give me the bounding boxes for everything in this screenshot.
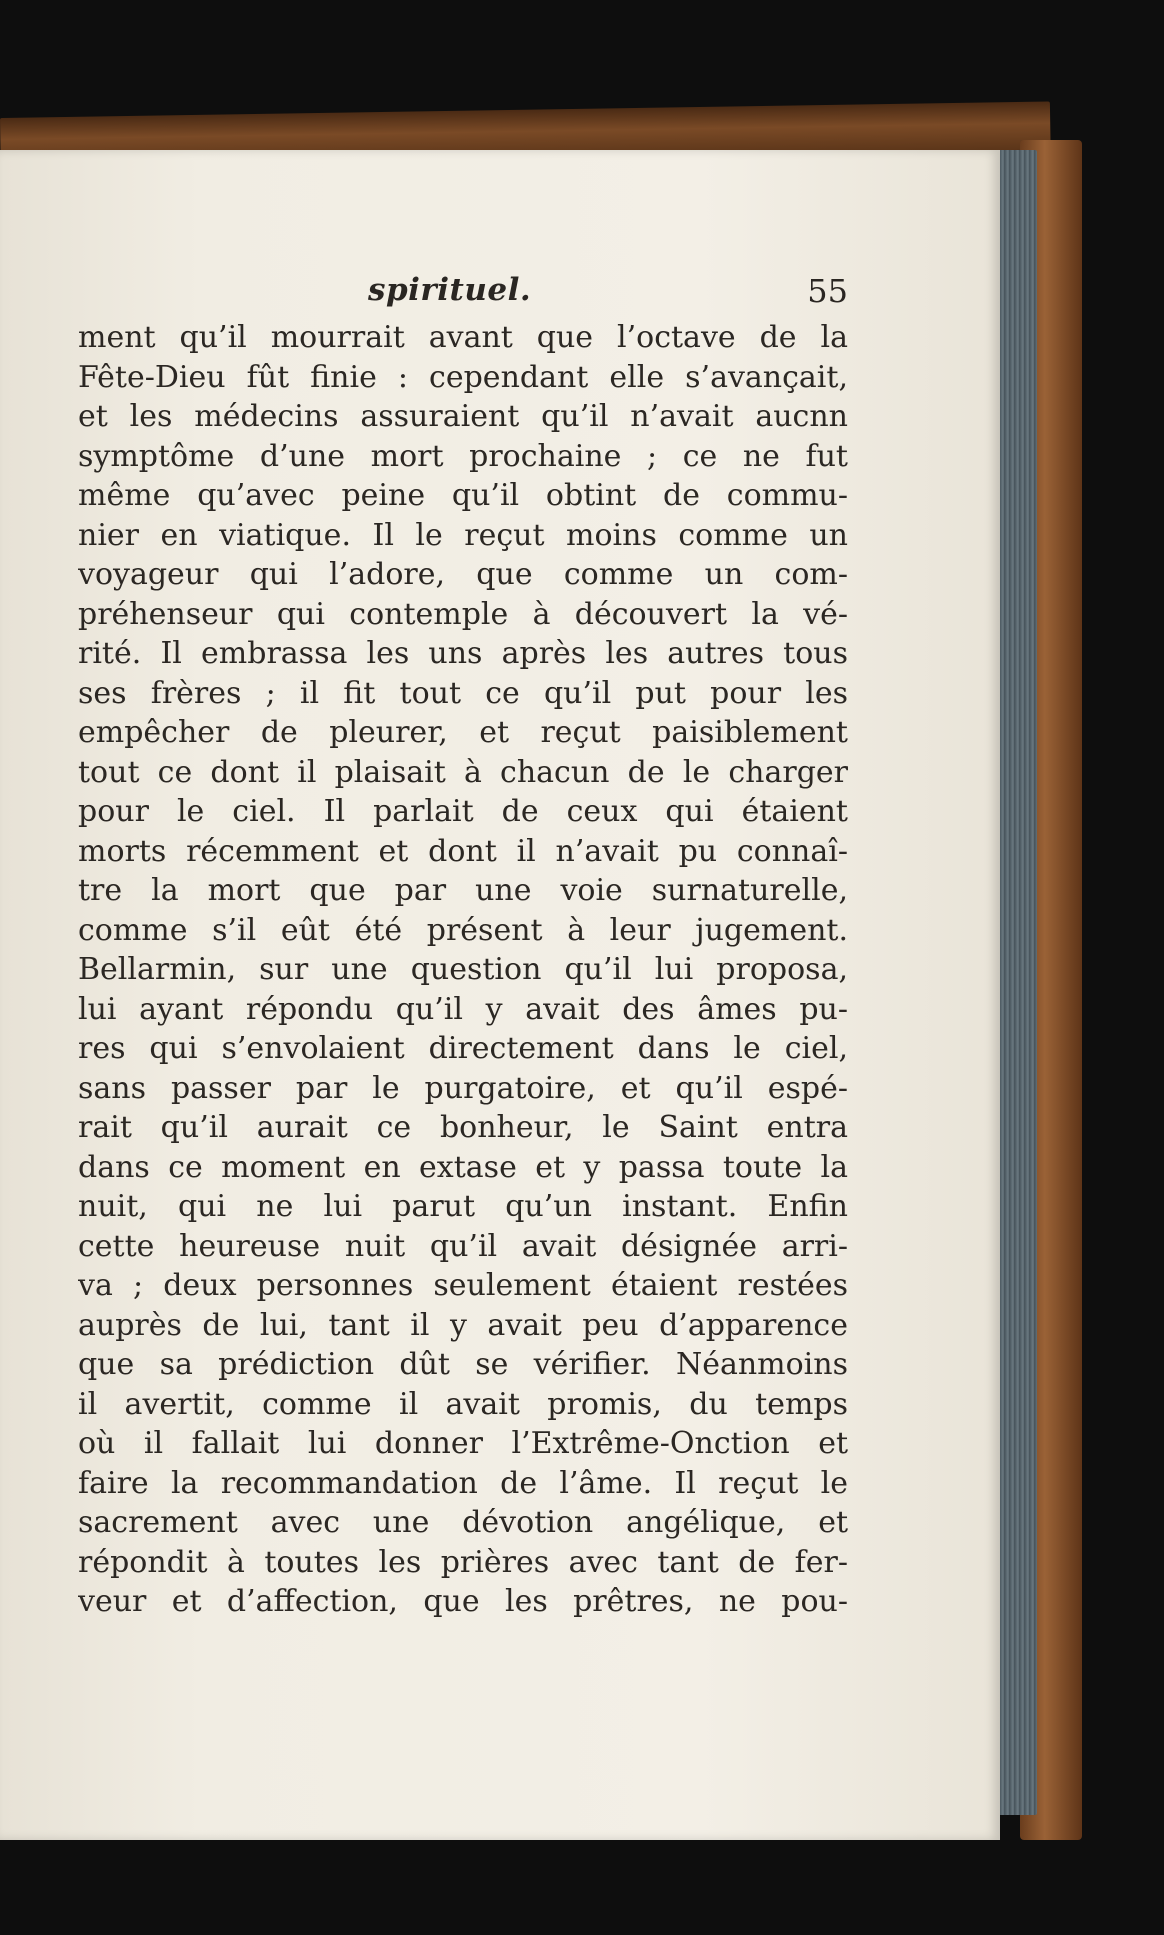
- text-line: voyageur qui l’adore, que comme un com-: [78, 557, 848, 592]
- text-line: sans passer par le purgatoire, et qu’il espé-: [78, 1070, 848, 1106]
- text-line: cette heureuse nuit qu’il avait désignée arri-: [78, 1228, 848, 1264]
- text-line: tre la mort que par une voie surnaturelle,: [78, 873, 848, 908]
- page-header: [78, 272, 848, 316]
- text-line: empêcher de pleurer, et reçut paisiblement: [78, 715, 848, 750]
- text-line: nuit, qui ne lui parut qu’un instant. Enfin: [78, 1189, 848, 1224]
- text-line: il avertit, comme il avait promis, du temps: [78, 1386, 848, 1422]
- page-number: 55: [807, 272, 848, 310]
- text-line: rait qu’il aurait ce bonheur, le Saint entra: [78, 1110, 848, 1145]
- running-head: spirituel.: [368, 272, 532, 308]
- text-line: préhenseur qui contemple à découvert la vé-: [78, 596, 848, 632]
- text-line: ses frères ; il fit tout ce qu’il put pour les: [78, 675, 848, 711]
- page-fore-edge: [995, 150, 1037, 1815]
- text-line: va ; deux personnes seulement étaient restées: [78, 1268, 848, 1303]
- text-line: veur et d’affection, que les prêtres, ne pou-: [78, 1584, 848, 1619]
- text-line: nier en viatique. Il le reçut moins comme un: [78, 517, 848, 553]
- body-text: [78, 318, 848, 1622]
- text-line: rité. Il embrassa les uns après les autres tous: [78, 636, 848, 671]
- text-line: dans ce moment en extase et y passa toute la: [78, 1149, 848, 1185]
- text-line: même qu’avec peine qu’il obtint de commu-: [78, 478, 848, 513]
- text-line: res qui s’envolaient directement dans le ciel,: [78, 1031, 848, 1066]
- text-line: comme s’il eût été présent à leur jugement.: [78, 912, 848, 948]
- book-page: [0, 150, 1000, 1840]
- text-line: auprès de lui, tant il y avait peu d’apparence: [78, 1307, 848, 1343]
- text-line: répondit à toutes les prières avec tant de fer-: [78, 1544, 848, 1580]
- text-line: Fête-Dieu fût finie : cependant elle s’avançait,: [78, 359, 848, 395]
- text-line: ment qu’il mourrait avant que l’octave de la: [78, 320, 848, 355]
- text-line: tout ce dont il plaisait à chacun de le charger: [78, 754, 848, 790]
- text-line: sacrement avec une dévotion angélique, et: [78, 1505, 848, 1540]
- text-line: Bellarmin, sur une question qu’il lui proposa,: [78, 952, 848, 987]
- text-line: pour le ciel. Il parlait de ceux qui étaient: [78, 794, 848, 829]
- text-line: où il fallait lui donner l’Extrême-Onction et: [78, 1426, 848, 1461]
- text-line: et les médecins assuraient qu’il n’avait aucnn: [78, 399, 848, 434]
- text-line: symptôme d’une mort prochaine ; ce ne fut: [78, 438, 848, 474]
- text-line: morts récemment et dont il n’avait pu connaî-: [78, 833, 848, 869]
- text-line: lui ayant répondu qu’il y avait des âmes pu-: [78, 991, 848, 1027]
- text-line: que sa prédiction dût se vérifier. Néanmoins: [78, 1347, 848, 1382]
- text-line: faire la recommandation de l’âme. Il reçut le: [78, 1465, 848, 1501]
